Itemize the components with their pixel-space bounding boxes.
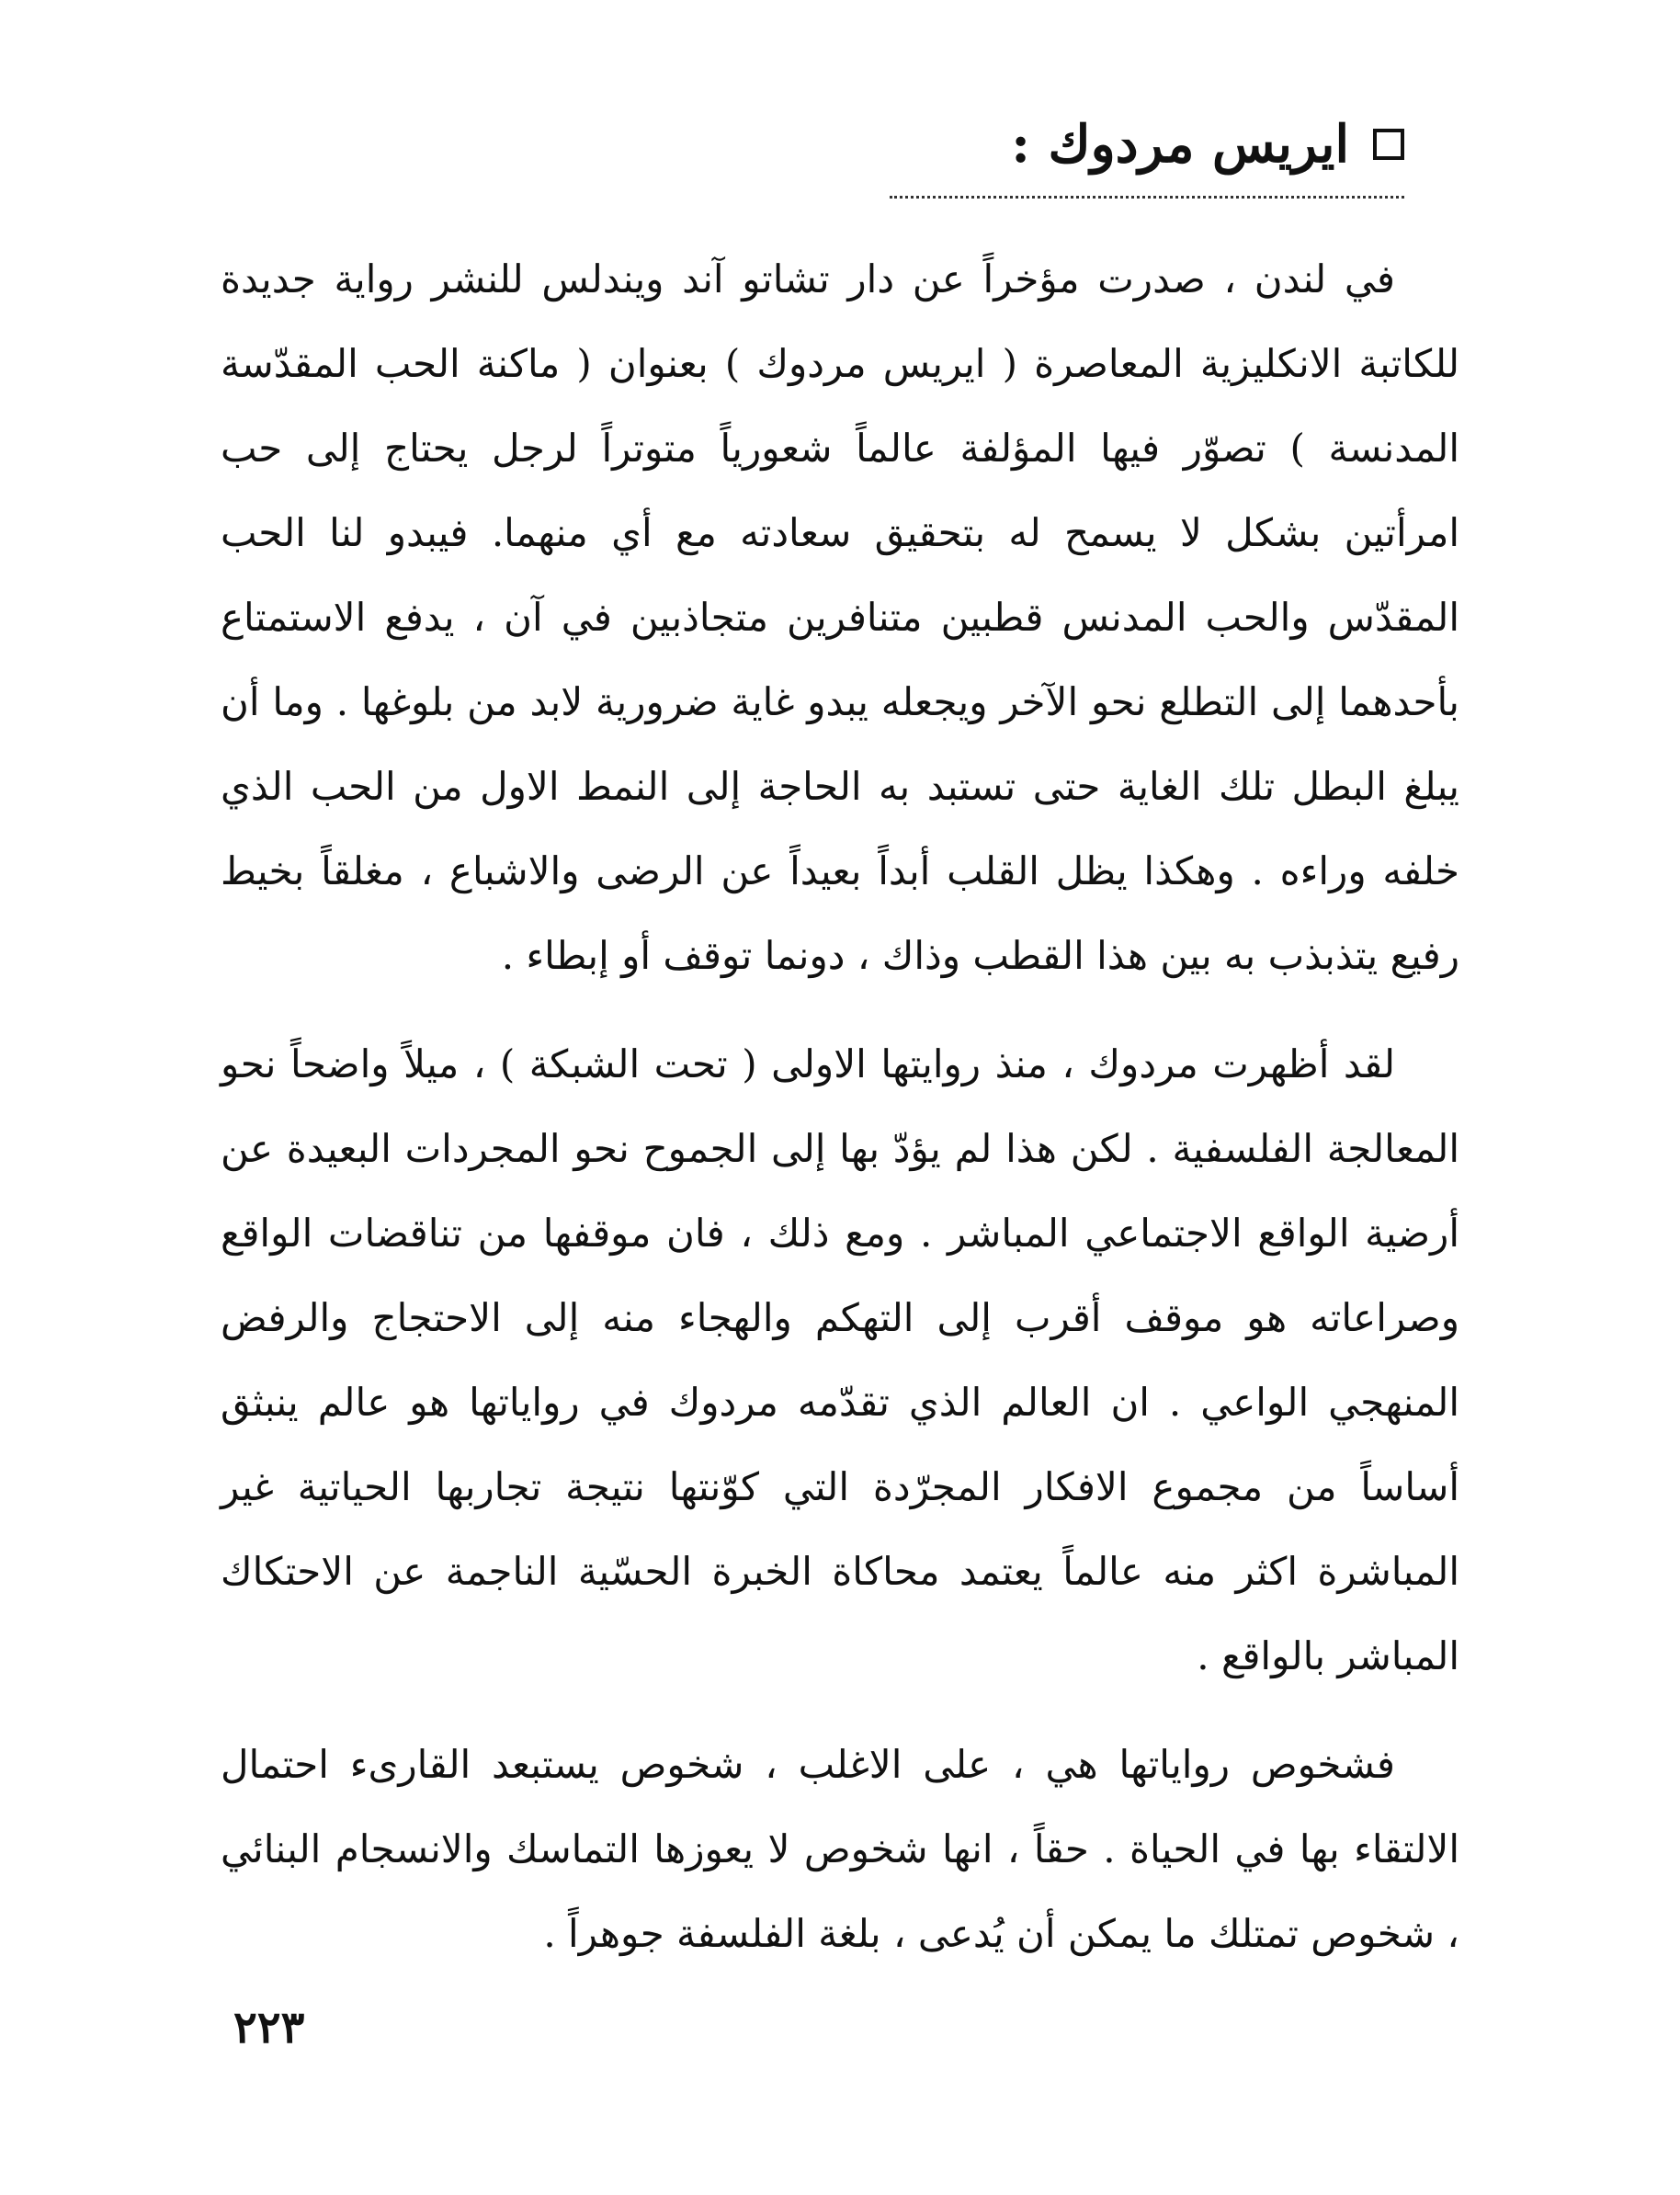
paragraph-2: لقد أظهرت مردوك ، منذ روايتها الاولى ( تحت الشبكة ) ، ميلاً واضحاً نحو المعالجة الفلسفية . لكن هذا لم يؤدّ بها إلى الجموح نحو المجردات البعيدة عن أرضية الواقع الاجتماعي المباشر . ومع ذلك ، فان موقفها من تناقضات الواقع وصراعاته هو موقف أقرب إلى التهكم والهجاء منه إلى الاحتجاج والرفض المنهجي الواعي . ان العالم الذي تقدّمه مردوك في رواياتها هو عالم ينبثق أساساً من مجموع الافكار المجرّدة التي كوّنتها نتيجة تجاربها الحياتية غير المباشرة اكثر منه عالماً يعتمد محاكاة الخبرة الحسّية الناجمة عن الاحتكاك المباشر بالواقع .: [221, 1041, 1459, 1678]
square-bullet-icon: [1373, 129, 1404, 160]
paragraph-3: فشخوص رواياتها هي ، على الاغلب ، شخوص يستبعد القارىء احتمال الالتقاء بها في الحياة . حقاً ، انها شخوص لا يعوزها التماسك والانسجام البنائي ، شخوص تمتلك ما يمكن أن يُدعى ، بلغة الفلسفة جوهراً .: [221, 1742, 1459, 1956]
article-body: [221, 237, 1459, 1976]
page-number: ٢٢٣: [233, 2002, 305, 2053]
heading-row: [890, 103, 1404, 186]
paragraph-1: في لندن ، صدرت مؤخراً عن دار تشاتو آند ويندلس للنشر رواية جديدة للكاتبة الانكليزية المعاصرة ( ايريس مردوك ) بعنوان ( ماكنة الحب المقدّسة المدنسة ) تصوّر فيها المؤلفة عالماً شعورياً متوتراً لرجل يحتاج إلى حب امرأتين بشكل لا يسمح له بتحقيق سعادته مع أي منهما. فيبدو لنا الحب المقدّس والحب المدنس قطبين متنافرين متجاذبين في آن ، يدفع الاستمتاع بأحدهما إلى التطلع نحو الآخر ويجعله يبدو غاية ضرورية لابد من بلوغها . وما أن يبلغ البطل تلك الغاية حتى تستبد به الحاجة إلى النمط الاول من الحب الذي خلفه وراءه . وهكذا يظل القلب أبداً بعيداً عن الرضى والاشباع ، مغلقاً بخيط رفيع يتذبذب به بين هذا القطب وذاك ، دونما توقف أو إبطاء .: [221, 256, 1459, 978]
heading-dotted-rule: [890, 196, 1404, 199]
section-heading: [890, 103, 1404, 202]
heading-title: ايريس مردوك :: [1011, 114, 1349, 175]
